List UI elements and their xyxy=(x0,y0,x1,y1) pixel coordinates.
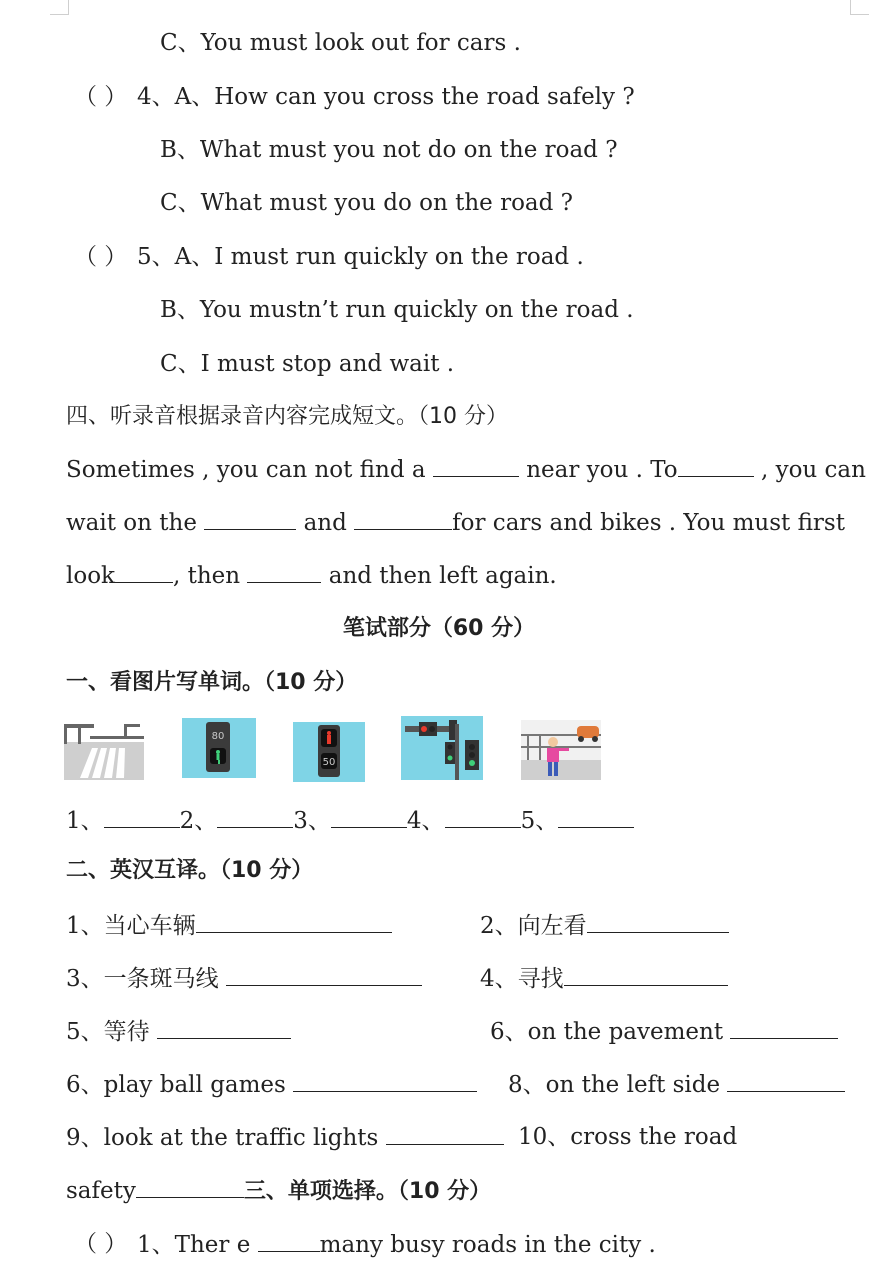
answer-blank[interactable] xyxy=(157,1016,291,1039)
answer-blank[interactable] xyxy=(730,1016,838,1039)
answer-blank[interactable] xyxy=(104,805,180,828)
section4-line1 xyxy=(66,454,866,485)
translation-item-4 xyxy=(480,963,728,994)
passage-blank[interactable] xyxy=(433,454,519,477)
number-label: 2、 xyxy=(179,808,218,834)
section4-line2 xyxy=(66,507,845,538)
answer-blank[interactable] xyxy=(564,963,728,986)
passage-text: wait on the xyxy=(66,510,197,536)
sign1-number: 80 xyxy=(211,731,225,742)
item-text: 3、一条斑马线 xyxy=(66,966,219,992)
translation-item-5 xyxy=(66,1016,291,1047)
q4-answer-paren[interactable]: （ ） xyxy=(74,84,128,110)
answer-blank[interactable] xyxy=(226,963,422,986)
green-pedestrian-light-picture xyxy=(182,718,256,778)
item-text: 4、寻找 xyxy=(480,966,564,992)
zebra-crossing-picture xyxy=(64,718,144,780)
passage-text: Sometimes , you can not find a xyxy=(66,457,426,483)
passage-text: and xyxy=(303,510,347,536)
answer-blank[interactable] xyxy=(217,805,293,828)
answer-blank[interactable] xyxy=(727,1069,845,1092)
answer-blank[interactable] xyxy=(445,805,521,828)
mc-q1-answer-paren[interactable]: （ ） xyxy=(74,1231,128,1257)
passage-blank[interactable] xyxy=(115,560,173,583)
page-corner-mark-left xyxy=(50,0,69,15)
item-text: 5、等待 xyxy=(66,1019,150,1045)
passage-text: , you can xyxy=(760,457,866,483)
translation-item-6 xyxy=(490,1016,838,1047)
translation-item-3 xyxy=(66,963,422,994)
translation-item-1 xyxy=(66,910,392,941)
answer-blank[interactable] xyxy=(587,910,729,933)
answer-blank[interactable] xyxy=(293,1069,477,1092)
written-part-title: 笔试部分（60 分） xyxy=(342,616,536,641)
part1-heading: 一、看图片写单词。（10 分） xyxy=(66,670,358,695)
passage-blank[interactable] xyxy=(247,560,321,583)
translation-item-8 xyxy=(508,1069,845,1100)
q3-option-c: C、You must look out for cars . xyxy=(160,30,521,56)
page-corner-mark-right xyxy=(850,0,869,15)
item-text: 6、on the pavement xyxy=(490,1019,724,1045)
child-near-car-picture xyxy=(521,720,601,780)
number-label: 1、 xyxy=(66,808,104,834)
passage-text: and then left again. xyxy=(328,563,557,589)
item-text: 1、当心车辆 xyxy=(66,913,196,939)
item-text: safety xyxy=(66,1178,136,1204)
item-text: 6、play ball games xyxy=(66,1072,286,1098)
answer-blank[interactable] xyxy=(331,805,407,828)
question-text: many busy roads in the city . xyxy=(319,1232,656,1258)
q4-option-c: C、What must you do on the road ? xyxy=(160,190,574,216)
passage-blank[interactable] xyxy=(354,507,452,530)
answer-blank[interactable] xyxy=(136,1175,244,1198)
part3-heading: 三、单项选择。（10 分） xyxy=(243,1179,492,1204)
answer-blank[interactable] xyxy=(196,910,392,933)
part1-answer-line xyxy=(66,805,634,836)
translation-item-10-continued xyxy=(66,1175,491,1207)
passage-text: look xyxy=(66,563,115,589)
q4-option-b: B、What must you not do on the road ? xyxy=(160,137,618,163)
passage-text: near you . To xyxy=(526,457,678,483)
sign2-number: 50 xyxy=(322,757,336,768)
mc-q1 xyxy=(137,1229,656,1260)
translation-item-2 xyxy=(480,910,729,941)
section4-heading: 四、听录音根据录音内容完成短文。（10 分） xyxy=(66,404,508,429)
q4-option-a: 4、A、How can you cross the road safely ? xyxy=(137,84,635,110)
passage-text: for cars and bikes . You must first xyxy=(452,510,845,536)
passage-blank[interactable] xyxy=(204,507,296,530)
number-label: 4、 xyxy=(406,808,445,834)
translation-item-7 xyxy=(66,1069,477,1100)
number-label: 3、 xyxy=(293,808,331,834)
q5-option-a: 5、A、I must run quickly on the road . xyxy=(137,244,584,270)
translation-item-10 xyxy=(518,1122,737,1152)
item-text: 2、向左看 xyxy=(480,913,587,939)
passage-text: , then xyxy=(173,563,241,589)
traffic-lights-picture xyxy=(401,716,483,780)
answer-blank[interactable] xyxy=(558,805,634,828)
answer-blank[interactable] xyxy=(258,1229,320,1252)
q5-option-b: B、You mustn’t run quickly on the road . xyxy=(160,297,634,323)
answer-blank[interactable] xyxy=(386,1122,504,1145)
item-text: 10、cross the road xyxy=(518,1124,738,1150)
translation-item-9 xyxy=(66,1122,504,1153)
q5-answer-paren[interactable]: （ ） xyxy=(74,244,128,270)
red-pedestrian-light-picture xyxy=(293,722,365,782)
item-text: 8、on the left side xyxy=(508,1072,721,1098)
section4-line3 xyxy=(66,560,557,591)
part2-heading: 二、英汉互译。（10 分） xyxy=(66,858,314,883)
item-text: 9、look at the traffic lights xyxy=(66,1125,379,1151)
number-label: 5、 xyxy=(520,808,559,834)
passage-blank[interactable] xyxy=(678,454,754,477)
question-text: 1、Ther e xyxy=(137,1232,251,1258)
q5-option-c: C、I must stop and wait . xyxy=(160,351,455,377)
